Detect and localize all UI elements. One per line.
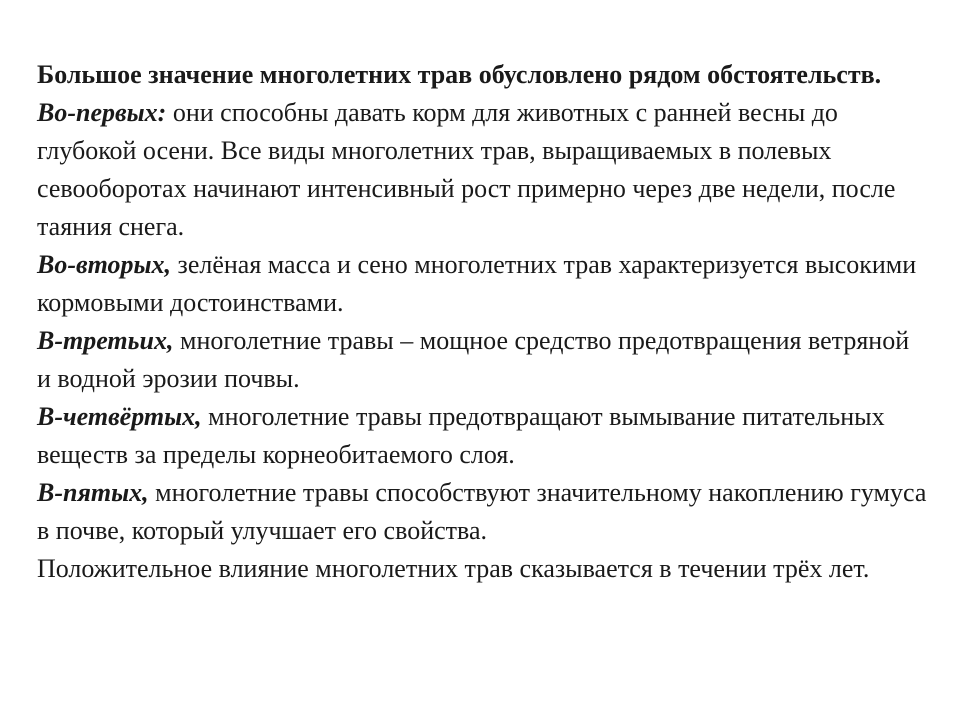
point-third-lead: В-третьих,: [37, 326, 174, 355]
point-third: [37, 322, 927, 398]
point-first: [37, 94, 927, 246]
point-second: [37, 246, 927, 322]
point-second-lead: Во-вторых,: [37, 250, 172, 279]
point-fifth-text: многолетние травы способствуют значительному накоплению гумуса в почве, который улучшает его свойства.: [37, 478, 927, 545]
slide-content: [37, 56, 927, 588]
point-first-text: они способны давать корм для животных с ранней весны до глубокой осени. Все виды многолетних трав, выращиваемых в полевых севооборотах начинают интенсивный рост примерно через две недели, после таяния снега.: [37, 98, 896, 241]
point-first-lead: Во-первых:: [37, 98, 167, 127]
slide-heading: Большое значение многолетних трав обусловлено рядом обстоятельств.: [37, 60, 882, 89]
point-fourth-lead: В-четвёртых,: [37, 402, 202, 431]
point-fourth: [37, 398, 927, 474]
point-fifth: [37, 474, 927, 550]
conclusion-text: Положительное влияние многолетних трав сказывается в течении трёх лет.: [37, 554, 870, 583]
point-third-text: многолетние травы – мощное средство предотвращения ветряной и водной эрозии почвы.: [37, 326, 910, 393]
point-fifth-lead: В-пятых,: [37, 478, 149, 507]
point-second-text: зелёная масса и сено многолетних трав характеризуется высокими кормовыми достоинствами.: [37, 250, 917, 317]
point-fourth-text: многолетние травы предотвращают вымывание питательных веществ за пределы корнеобитаемого слоя.: [37, 402, 885, 469]
